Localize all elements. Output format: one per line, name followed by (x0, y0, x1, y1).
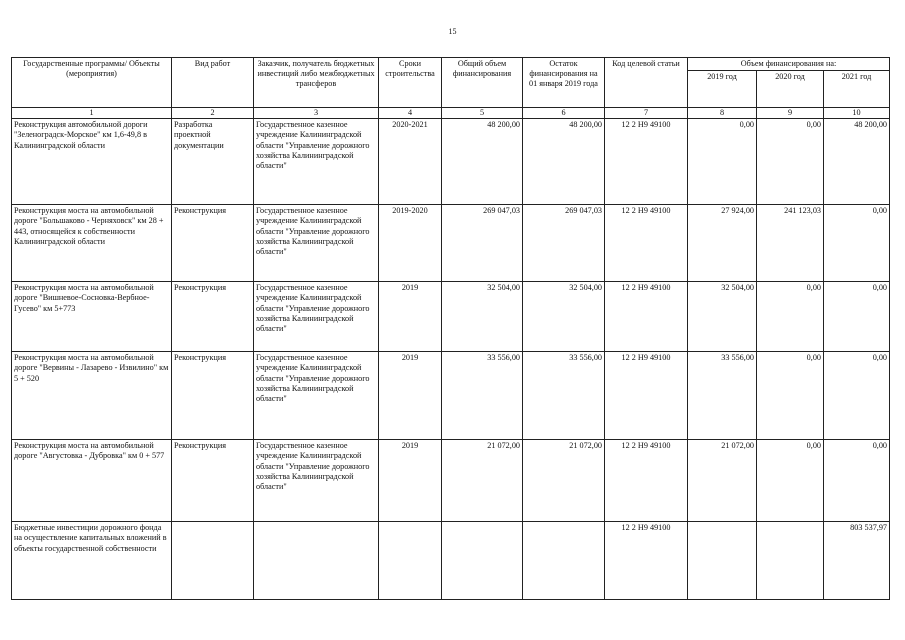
table-row (12, 440, 890, 522)
header-financing: Объем финансирования на: (688, 58, 890, 71)
header-code: Код целевой статьи (605, 58, 688, 108)
column-number: 5 (442, 108, 523, 119)
remainder: 48 200,00 (523, 119, 605, 205)
total-financing (442, 522, 523, 600)
table-row (12, 282, 890, 352)
column-number: 3 (254, 108, 379, 119)
customer: Государственное казенное учреждение Калининградской области "Управление дорожного хозяйства Калининградской области" (254, 440, 379, 522)
financing-2020 (757, 522, 824, 600)
target-code: 12 2 Н9 49100 (605, 119, 688, 205)
construction-terms: 2019-2020 (379, 205, 442, 282)
header-total: Общий объем финансирования (442, 58, 523, 108)
column-number-row (12, 108, 890, 119)
header-2021: 2021 год (824, 71, 890, 108)
object-name: Реконструкция автомобильной дороги "Зеленоградск-Морское" км 1,6-49,8 в Калининградской области (12, 119, 172, 205)
column-number: 4 (379, 108, 442, 119)
financing-2021: 48 200,00 (824, 119, 890, 205)
object-name: Реконструкция моста на автомобильной дороге "Августовка - Дубровка" км 0 + 577 (12, 440, 172, 522)
total-financing: 33 556,00 (442, 352, 523, 440)
work-type: Реконструкция (172, 205, 254, 282)
financing-2020: 0,00 (757, 352, 824, 440)
work-type: Реконструкция (172, 282, 254, 352)
header-2020: 2020 год (757, 71, 824, 108)
total-financing: 32 504,00 (442, 282, 523, 352)
header-work-type: Вид работ (172, 58, 254, 108)
header-programs: Государственные программы/ Объекты (мероприятия) (12, 58, 172, 108)
construction-terms: 2019 (379, 440, 442, 522)
financing-2021: 0,00 (824, 352, 890, 440)
remainder: 32 504,00 (523, 282, 605, 352)
page-number: 15 (448, 27, 457, 36)
financing-2019: 32 504,00 (688, 282, 757, 352)
table-row (12, 119, 890, 205)
table-row (12, 205, 890, 282)
financing-2019 (688, 522, 757, 600)
financing-2020: 0,00 (757, 282, 824, 352)
financing-2021: 0,00 (824, 282, 890, 352)
object-name: Реконструкция моста на автомобильной дороге "Большаково - Черняховск" км 28 + 443, относящейся к собственности Калининградской области (12, 205, 172, 282)
work-type: Разработка проектной документации (172, 119, 254, 205)
financing-table (11, 57, 890, 600)
header-customer: Заказчик, получатель бюджетных инвестиций либо межбюджетных трансферов (254, 58, 379, 108)
remainder: 21 072,00 (523, 440, 605, 522)
financing-2021: 803 537,97 (824, 522, 890, 600)
financing-2020: 241 123,03 (757, 205, 824, 282)
object-name: Бюджетные инвестиции дорожного фонда на осуществление капитальных вложений в объекты государственной собственности (12, 522, 172, 600)
header-terms: Сроки строительства (379, 58, 442, 108)
customer: Государственное казенное учреждение Калининградской области "Управление дорожного хозяйства Калининградской области" (254, 205, 379, 282)
column-number: 10 (824, 108, 890, 119)
work-type: Реконструкция (172, 440, 254, 522)
construction-terms: 2019 (379, 282, 442, 352)
financing-2019: 0,00 (688, 119, 757, 205)
column-number: 2 (172, 108, 254, 119)
target-code: 12 2 Н9 49100 (605, 205, 688, 282)
column-number: 9 (757, 108, 824, 119)
target-code: 12 2 Н9 49100 (605, 282, 688, 352)
object-name: Реконструкция моста на автомобильной дороге "Вишневое-Сосновка-Вербное-Гусево" км 5+773 (12, 282, 172, 352)
customer (254, 522, 379, 600)
column-number: 6 (523, 108, 605, 119)
table-row (12, 522, 890, 600)
financing-2020: 0,00 (757, 119, 824, 205)
target-code: 12 2 Н9 49100 (605, 522, 688, 600)
total-financing: 269 047,03 (442, 205, 523, 282)
remainder: 269 047,03 (523, 205, 605, 282)
table-row (12, 352, 890, 440)
remainder: 33 556,00 (523, 352, 605, 440)
financing-2020: 0,00 (757, 440, 824, 522)
financing-2019: 21 072,00 (688, 440, 757, 522)
column-number: 8 (688, 108, 757, 119)
work-type: Реконструкция (172, 352, 254, 440)
total-financing: 48 200,00 (442, 119, 523, 205)
construction-terms: 2019 (379, 352, 442, 440)
column-number: 7 (605, 108, 688, 119)
customer: Государственное казенное учреждение Калининградской области "Управление дорожного хозяйства Калининградской области" (254, 119, 379, 205)
target-code: 12 2 Н9 49100 (605, 352, 688, 440)
header-row (12, 58, 890, 71)
target-code: 12 2 Н9 49100 (605, 440, 688, 522)
financing-2021: 0,00 (824, 440, 890, 522)
total-financing: 21 072,00 (442, 440, 523, 522)
construction-terms: 2020-2021 (379, 119, 442, 205)
financing-2019: 33 556,00 (688, 352, 757, 440)
header-2019: 2019 год (688, 71, 757, 108)
construction-terms (379, 522, 442, 600)
customer: Государственное казенное учреждение Калининградской области "Управление дорожного хозяйства Калининградской области" (254, 352, 379, 440)
column-number: 1 (12, 108, 172, 119)
financing-2021: 0,00 (824, 205, 890, 282)
customer: Государственное казенное учреждение Калининградской области "Управление дорожного хозяйства Калининградской области" (254, 282, 379, 352)
header-remainder: Остаток финансирования на 01 января 2019 года (523, 58, 605, 108)
object-name: Реконструкция моста на автомобильной дороге "Вервины - Лазарево - Извилино" км 5 + 520 (12, 352, 172, 440)
remainder (523, 522, 605, 600)
work-type (172, 522, 254, 600)
financing-2019: 27 924,00 (688, 205, 757, 282)
